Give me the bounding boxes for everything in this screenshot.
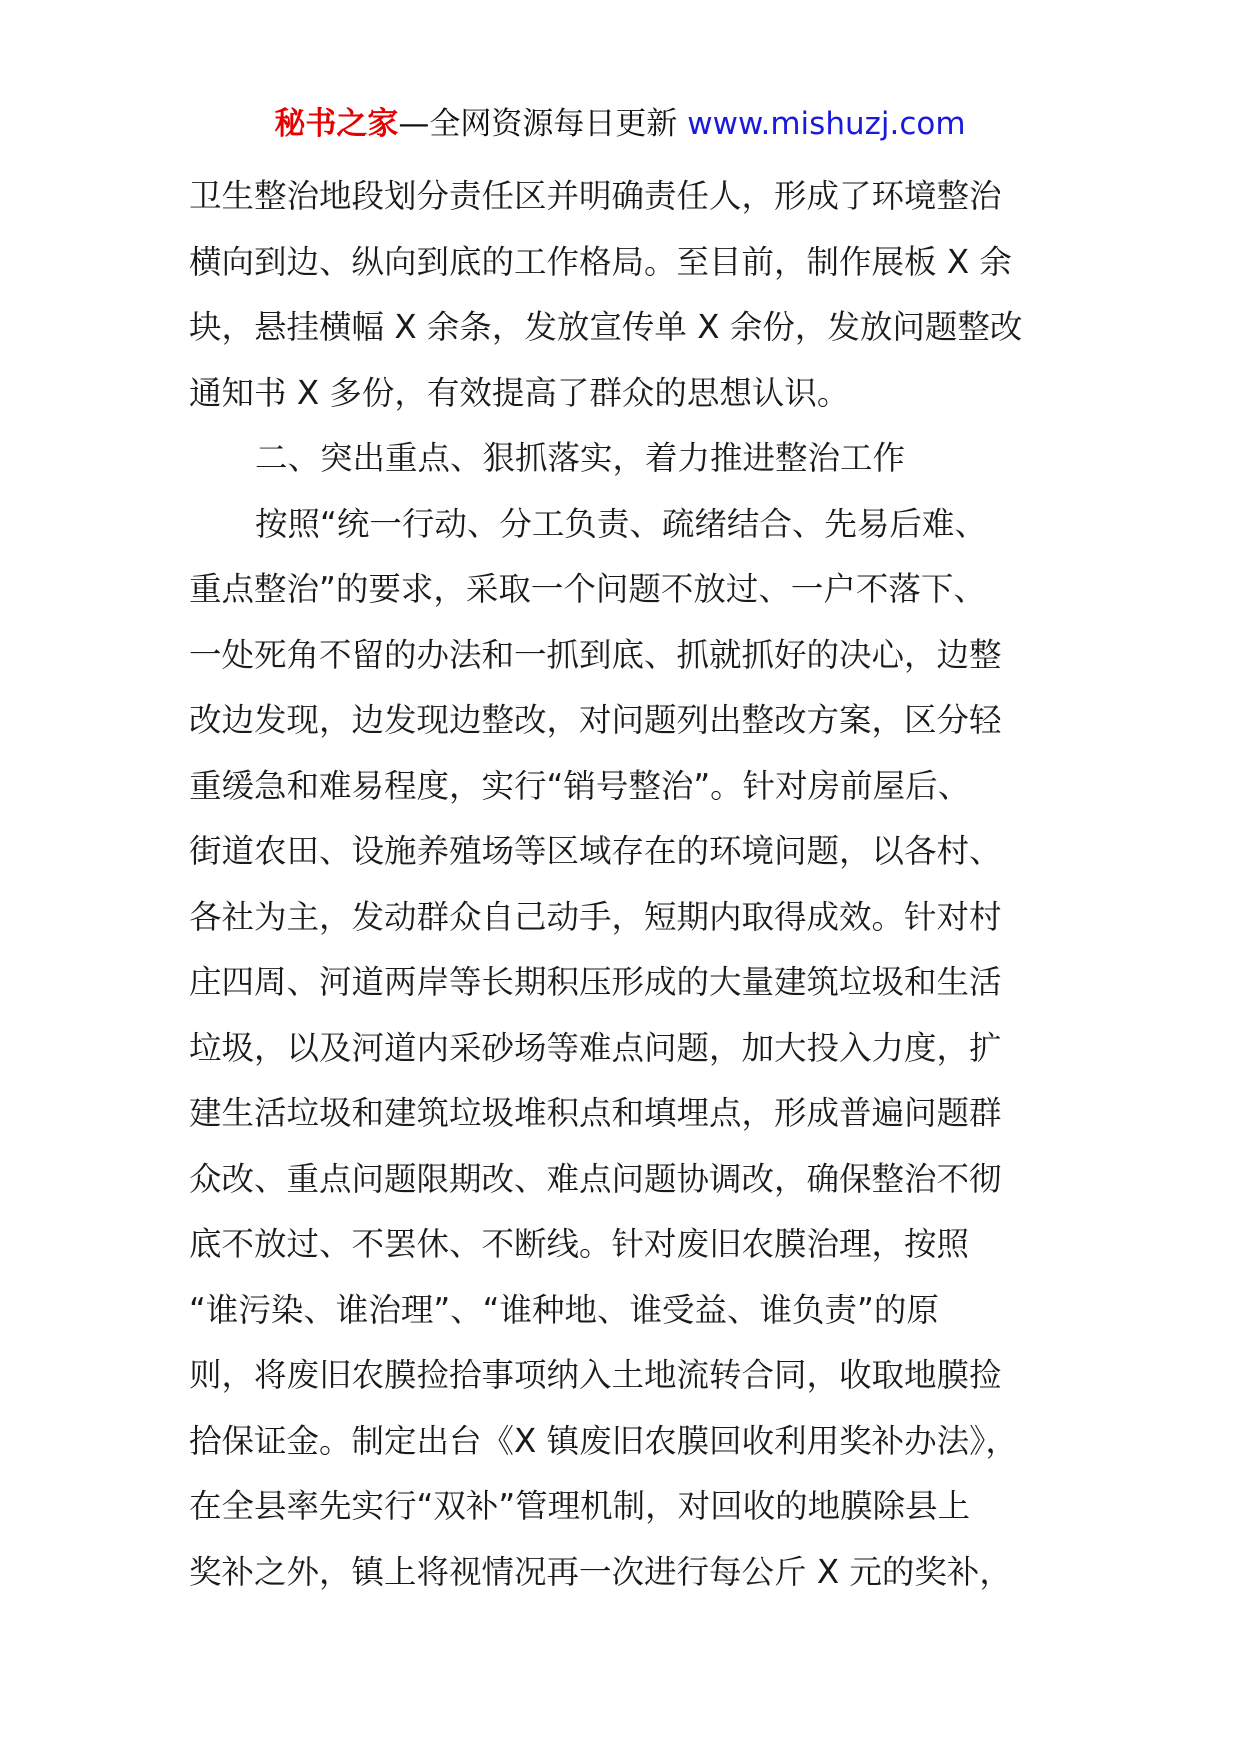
brand-name: 秘书之家 xyxy=(274,106,399,142)
text-line: 按照“统一行动、分工负责、疏绪结合、先易后难、 xyxy=(255,504,987,543)
text-line: 街道农田、设施养殖场等区域存在的环境问题，以各村、 xyxy=(189,832,1002,870)
text-line: 块，悬挂横幅 X 余条，发放宣传单 X 余份，发放问题整改 xyxy=(189,308,1023,346)
text-line: 底不放过、不罢休、不断线。针对废旧农膜治理，按照 xyxy=(189,1225,970,1263)
header-slogan: —全网资源每日更新 xyxy=(398,106,688,142)
text-line: 重缓急和难易程度，实行“销号整治”。针对房前屋后、 xyxy=(189,766,971,805)
text-line: 垃圾，以及河道内采砂场等难点问题，加大投入力度，扩 xyxy=(189,1028,1002,1067)
text-line: “谁污染、谁治理”、“谁种地、谁受益、谁负责”的原 xyxy=(189,1290,939,1329)
text-line: 庄四周、河道两岸等长期积压形成的大量建筑垃圾和生活 xyxy=(189,963,1002,1001)
text-line: 各社为主，发动群众自己动手，短期内取得成效。针对村 xyxy=(189,897,1002,936)
text-line: 横向到边、纵向到底的工作格局。至目前，制作展板 X 余 xyxy=(189,242,1012,281)
section-heading: 二、突出重点、狠抓落实，着力推进整治工作 xyxy=(255,439,906,477)
text-line: 卫生整治地段划分责任区并明确责任人，形成了环境整治 xyxy=(189,177,1002,215)
text-line: 通知书 X 多份，有效提高了群众的思想认识。 xyxy=(189,373,850,412)
text-line: 奖补之外，镇上将视情况再一次进行每公斤 X 元的奖补， xyxy=(189,1552,1012,1591)
page-header xyxy=(0,100,1240,148)
text-line: 众改、重点问题限期改、难点问题协调改，确保整治不彻 xyxy=(189,1159,1002,1198)
text-line: 一处死角不留的办法和一抓到底、抓就抓好的决心，边整 xyxy=(189,635,1002,674)
text-line: 在全县率先实行“双补”管理机制，对回收的地膜除县上 xyxy=(189,1487,971,1525)
website-link[interactable]: www.mishuzj.com xyxy=(687,106,966,142)
text-line: 建生活垃圾和建筑垃圾堆积点和填埋点，形成普遍问题群 xyxy=(189,1094,1002,1132)
text-line: 改边发现，边发现边整改，对问题列出整改方案，区分轻 xyxy=(189,701,1002,739)
text-line: 则，将废旧农膜捡拾事项纳入土地流转合同，收取地膜捡 xyxy=(189,1356,1002,1394)
text-line: 重点整治”的要求，采取一个问题不放过、一户不落下、 xyxy=(189,570,986,608)
text-line: 拾保证金。制定出台《X 镇废旧农膜回收利用奖补办法》， xyxy=(189,1421,1018,1460)
document-body xyxy=(189,164,1059,1605)
